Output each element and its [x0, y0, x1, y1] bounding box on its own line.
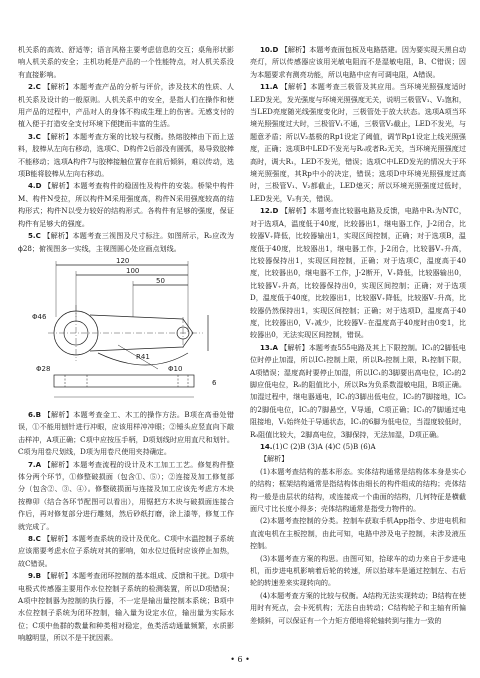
answer-q10: 10.D 【解析】本题考查面包板及电路搭建。因为要实现天黑自动亮灯，所以传感器应该用光敏电阻而不是湿敏电阻，B、C错误；因为本题要求有测亮功能，所以电路中应有可调电阻，A错误。	[250, 45, 466, 79]
answer-q2: 2.C 【解析】本题考查产品的分析与评价，涉及技术的性质、人机关系及设计的一般原则。人机关系中的安全，是指人们在操作和使用产品的过程中，产品对人的身体不构成生理上的伤害。无感支付的植入便于打造安全支付环境下便捷而丰富的生活。	[18, 82, 234, 129]
answer-q13: 13.A 【解析】本题考查555电路及其上下限控制。IC₁的2脚低电位时停止加湿，所以IC₁控制上限，所以R₀控制上限，R₁控制下限，A项错误；湿度高时要停止加湿，所以IC₁的3脚要出高电位，IC₂的2脚应低电位，R₀的阻值比小，所以Rs为负系数湿敏电阻，B项正确。加湿过程中，继电器通电，IC₁的3脚出低电位，IC₂的7脚接地，IC₂的2脚低电位，IC₂的7脚悬空，V导通，C项正确；IC₁的7脚通过电阻接地，V₁始终处于导通状态，IC₁的6脚为低电位，当湿度较低时，R₀阻值比较大，2脚高电位，3脚保持，无法加湿，D项正确。	[250, 342, 466, 439]
answer-q3: 3.C 【解析】本题考查方案的比较与权衡。热熔胶棒由下而上送料，胶棒从左向右移动，选项C、D构件2后部没有圆弧，易导致胶棒不能移动；选项A构件7与胶棒接触位置存在前后倾斜，难以传动，选项B能将胶棒从左向右移动。	[18, 131, 234, 179]
answer-q14-p2: (2)本题考查控制的分类。控制车获取手机App指令、步进电机和直流电机在主板控制，由此可知，电路中涉及电子控制，未涉及液压控制。	[250, 516, 466, 551]
answer-q8: 8.C 【解析】本题考查系统的设计及优化。C项中水温控制子系统应该需要考虑水位子系统对其的影响，如水位过低时应该停止加热，故C错误。	[18, 533, 234, 568]
technical-drawing-svg	[18, 257, 234, 407]
answer-q14-answers: 14.(1)C (2)B (3)A (4)C (5)B (6)A	[259, 442, 376, 451]
answer-q6: 6.B 【解析】本题考查金工、木工的操作方法。B项在高垂处错误，①不能用刨针进行冲眼，应该用样冲冲眼；②锤头应竖直向下敲击样冲，A项正确；C项中应按压手柄，D项划线时应用直尺和划针。C项为用卷尺划线，D项为用卷尺使用夹持确定。	[18, 409, 234, 457]
answer-q7: 7.A 【解析】本题考查流程的设计及木工加工工艺。修复构件整体分两个环节，①修整破损面（包含①、⑤）；②连接及加工修复部分（包含②、③、④）。修整破损面与连接及加工应该先考虑方木块按榫卯（结合各环节配图可以看出），用锯把方木块与破损面连接合作后，再对修复部分进行雕刻，然后砂纸打磨，涂上漆等，修复工作就完成了。	[18, 459, 235, 531]
plan-view-body	[54, 375, 194, 387]
intro-paragraph: 机关系的高效、舒适等；语言风格主要考虑信息的交互；桌角形状影响人机关系的安全；主机功耗是产品的一个性能特点，对人机关系没有直接影响。	[18, 45, 234, 79]
answer-q14-p3: (3)本题考查方案的构思。由图可知，拾球车的动力来自于步进电机，而步进电机影响着后轮的转速，所以拾球车是通过控制左、右后轮的转速差来实现转向的。	[250, 553, 466, 588]
page-number: • 6 •	[230, 655, 250, 664]
right-column	[250, 44, 466, 627]
dim-label-d46: Φ46	[32, 312, 47, 321]
dim-label-r41: R41	[136, 352, 150, 361]
answer-q9: 9.B 【解析】本题考查闭环控制的基本组成、反馈和干扰。D项中电极式传感器主要用作水位控制子系统的检测装置，所以D项错误；A项中控制器为控制的执行器，不一定是输出量控制本系统；B项中水位控制子系统为闭环控制，输入量为设定水位，输出量为实际水位；C项中鱼群的数量和种类相对稳定，鱼类活动通量频繁，水质影响越明显，所以不是干扰因素。	[18, 571, 234, 643]
dim-label-100: 100	[126, 266, 140, 275]
dim-label-6: 6	[212, 378, 217, 387]
answer-q5: 5.C 【解析】本题考查三视图及尺寸标注。如图所示，R₂应改为ϕ28；俯视图多一实线，主视图圆心处应画点划线。	[18, 231, 235, 253]
dim-label-50: 50	[156, 276, 165, 285]
left-column	[18, 44, 234, 645]
answer-q12: 12.D 【解析】本题考查比较器电路及反馈，电路中R₁为NTC，对于选项A，温度低于40度，比较器出1，继电器工作，J-2闭合，比较器V₊降低，比较器输出1，实现区间控制，正确；对于选项B，温度低于40度，比较器出1，继电器工作，J-2闭合，比较器V₊升高，比较器保持出1，实现区间控制，正确；对于选项C，温度高于40度，比较器出0，继电器不工作，J-2断开，V₊降低，比较器输出0，比较器V₊升高，比较器保持出0，实现区间控制；正确；对于选项D，温度低于40度，比较器出1，比较器V₊降低，比较器V₋升高，比较器仍然保持出1，实现区间控制；正确；对于选项D，温度高于40度，比较器出0，V₊减少，比较器V₋在温度高于40度时由0变1，比较器出0，无法实现区间控制，错误。	[250, 206, 466, 340]
answer-q11: 11.A 【解析】本题考查三极管及其应用。当环境光照强度适时LED发光，发光强度与环境光照强度无关，说明三极管V₁、V₂饱和，当LED亮度随光线强度变化时，三极管处于放大状态。选项A项当环境光照强度过大时，三极管V₁不通，三极管V₂截止，LED不发光，与题意矛盾；所以V₂基极的Rp1设定了阈值，调节Rp1设定上线光照强度，正确；选项B中LED不发光与R₀或者R₂无关，当环境光照强度过高时，调大R₁，LED不发光，错误；选项C中LED发光的情况大于环境光照强度，其Rp中小的决定，错误；选项D中环境光照强度过高时，三极管V₁、V₂都截止，LED熄灭；所以环境光照强度过低时，LED发光，V₂有关，错误。	[250, 82, 466, 203]
answer-q14-label: 【解析】	[259, 454, 289, 464]
dim-label-d10: Φ10	[168, 364, 183, 373]
answer-q14-p1: (1)本题考查结构的基本形态。实体结构通常是结构体本身是实心的结构；框架结构通常是指结构体由细长的构件组成的结构；壳体结构一般是由层状的结构，或连接成一个曲面的结构，几何特征是横截面尺寸比长度小得多；壳体结构通常是指受力物件的。	[250, 466, 466, 514]
answer-q4: 4.D 【解析】本题考查构件的稳固性及构件的安装。桥梁中构件M、构件N受拉，所以构件M采用强度高，构件N采用强度较高的结构形式；构件N以受力较好的结构形式。各构件有足够的强度，保证构件有足够大的强度。	[18, 181, 235, 228]
three-view-drawing	[18, 257, 234, 407]
dim-label-120: 120	[116, 256, 130, 265]
answer-q14-p4: (4)本题考查方案的比较与权衡。A结构无法实现转动；B结构在使用时有死点，会卡死机构；无法自由转动；C结构轮子和主轴有所偏差倾斜，可以保证有一个力矩方便地将轮轴转到与推力一致的	[250, 590, 466, 625]
dim-label-d28: Φ28	[36, 364, 51, 373]
